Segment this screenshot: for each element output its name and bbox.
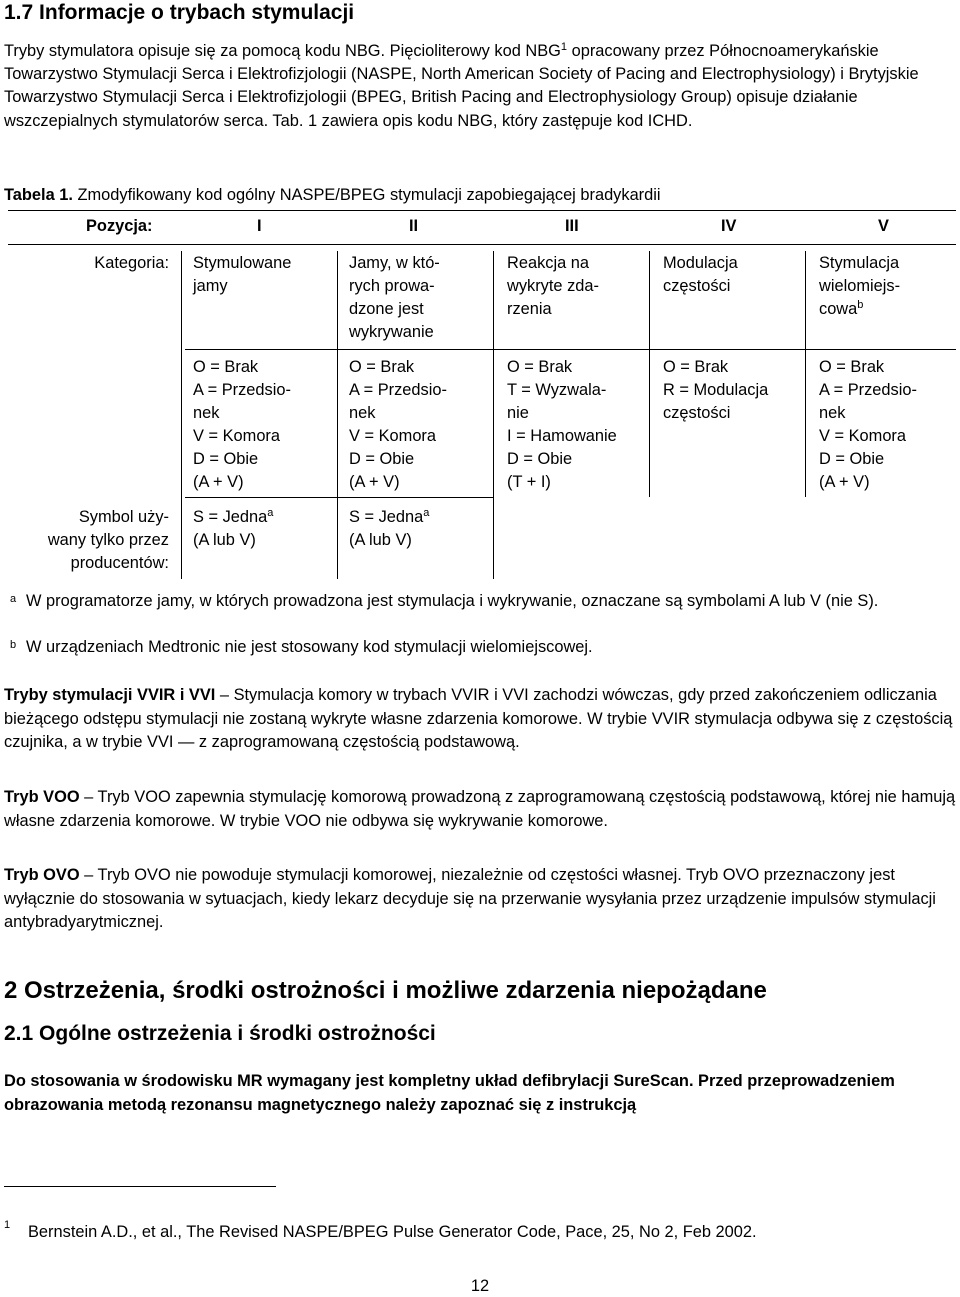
table-row-rule xyxy=(185,349,956,350)
row-label-manufacturer xyxy=(4,506,169,575)
cell-line: rych prowa- xyxy=(349,277,435,295)
cell-line: częstości xyxy=(663,277,731,295)
cell-line: O = Brak xyxy=(663,358,729,376)
manufacturer-cell-1 xyxy=(193,506,273,552)
code-cell-5 xyxy=(819,356,917,494)
cell-line: wykrywanie xyxy=(349,323,434,341)
footnote-mark: b xyxy=(10,639,17,651)
cell-line xyxy=(193,506,273,529)
table-vrule xyxy=(181,251,182,579)
section-title: 1.7 Informacje o trybach stymulacji xyxy=(4,1,355,24)
cell-line: Reakcja na xyxy=(507,254,590,272)
table-vrule xyxy=(805,251,806,497)
cell-line: (T + I) xyxy=(507,473,551,491)
cell-line: producentów: xyxy=(70,554,169,572)
intro-text-end: opracowany przez Północnoamerykańskie Towarzystwo Stymulacji Serca i Elektrofizjologii (NASPE, North American Society of Pacing and Electrophysiology) i Brytyjskie Towarzystwo Stymulacji Serca i Elektrofizjologii (BPEG, British Pacing and Electrophysiology Group) opisuje działanie wszczepialnych stymulatorów serca. Tab. 1 zawiera opis kodu NBG, który zastępuje kod ICHD. xyxy=(4,42,919,130)
footnote-text: W urządzeniach Medtronic nie jest stosowany kod stymulacji wielomiejscowej. xyxy=(26,638,593,656)
cell-text: S = Jedna xyxy=(193,508,268,526)
cell-line: D = Obie xyxy=(349,450,415,468)
cell-line: wykryte zda- xyxy=(507,277,599,295)
cell-line: T = Wyzwala- xyxy=(507,381,607,399)
paragraph-lead: Tryb VOO xyxy=(4,788,80,806)
category-cell-3 xyxy=(507,252,599,321)
cell-line: O = Brak xyxy=(507,358,573,376)
table-caption-text: Zmodyfikowany kod ogólny NASPE/BPEG stymulacji zapobiegającej bradykardii xyxy=(72,186,661,204)
cell-line: nie xyxy=(507,404,529,422)
cell-line: O = Brak xyxy=(349,358,415,376)
cell-line xyxy=(349,506,429,529)
paragraph-text: – Tryb VOO zapewnia stymulację komorową prowadzoną z zaprogramowaną częstością podstawową, której nie hamują własne zdarzenia komorowe. W trybie VOO nie odbywa się wykrywanie komorowe. xyxy=(4,788,956,830)
cell-line: dzone jest xyxy=(349,300,424,318)
cell-line: Jamy, w któ- xyxy=(349,254,440,272)
cell-line: R = Modulacja xyxy=(663,381,769,399)
code-cell-4 xyxy=(663,356,768,425)
cell-line: V = Komora xyxy=(349,427,437,445)
cell-line: rzenia xyxy=(507,300,552,318)
cell-line xyxy=(819,298,900,321)
table-header-rule xyxy=(8,244,956,245)
paragraph-lead: Tryb OVO xyxy=(4,866,80,884)
table-footnote-b xyxy=(4,636,956,659)
footnote-mark: 1 xyxy=(4,1219,11,1231)
cell-line: O = Brak xyxy=(819,358,885,376)
code-cell-3 xyxy=(507,356,617,494)
intro-paragraph xyxy=(4,40,956,133)
cell-line: D = Obie xyxy=(819,450,885,468)
cell-line: nek xyxy=(819,404,846,422)
cell-line: nek xyxy=(193,404,220,422)
cell-line: A = Przedsio- xyxy=(193,381,291,399)
cell-line: wany tylko przez xyxy=(47,531,169,549)
footnote-ref-1: 1 xyxy=(560,41,568,53)
table-caption xyxy=(4,186,661,205)
table-footnote-a xyxy=(4,590,956,613)
manufacturer-cell-2 xyxy=(349,506,429,552)
intro-text-start: Tryby stymulatora opisuje się za pomocą kodu NBG. Pięcioliterowy kod NBG xyxy=(4,42,561,60)
paragraph-text: – Stymulacja komory w trybach VVIR i VVI zachodzi wówczas, gdy przed zakończeniem odliczania bieżącego odstępu stymulacji nie zostaną wykryte własne zdarzenia komorowe. W trybie VVIR stymulacja odbywa się z częstością czujnika, a w trybie VVI — z zaprogramowaną częstością podstawową. xyxy=(4,686,953,751)
footnote-rule xyxy=(4,1186,276,1187)
cell-line: (A + V) xyxy=(819,473,870,491)
cell-line: (A + V) xyxy=(193,473,244,491)
cell-line: V = Komora xyxy=(819,427,907,445)
cell-text: S = Jedna xyxy=(349,508,424,526)
table-header-col-4: IV xyxy=(721,217,737,235)
table-vrule xyxy=(649,251,650,497)
cell-line: nek xyxy=(349,404,376,422)
category-cell-2 xyxy=(349,252,440,344)
table-header-col-3: III xyxy=(565,217,579,235)
cell-line: częstości xyxy=(663,404,731,422)
cell-line: (A + V) xyxy=(349,473,400,491)
table-header-col-1: I xyxy=(257,217,262,235)
paragraph-lead: Tryby stymulacji VVIR i VVI xyxy=(4,686,216,704)
cell-line: A = Przedsio- xyxy=(349,381,447,399)
category-cell-5 xyxy=(819,252,900,321)
table-header-col-5: V xyxy=(878,217,889,235)
reference-text: Bernstein A.D., et al., The Revised NASPE/BPEG Pulse Generator Code, Pace, 25, No 2, Feb 2002. xyxy=(28,1223,757,1241)
cell-line: wielomiejs- xyxy=(819,277,901,295)
cell-line: O = Brak xyxy=(193,358,259,376)
footnote-ref-a: a xyxy=(267,507,274,519)
footnote-mark: a xyxy=(10,593,17,605)
table-row-rule xyxy=(185,497,494,498)
cell-line: (A lub V) xyxy=(349,531,412,549)
warning-text: Do stosowania w środowisku MR wymagany jest kompletny układ defibrylacji SureScan. Przed przeprowadzeniem obrazowania metodą rezonansu magnetycznego należy zapoznać się z instrukcją xyxy=(4,1072,895,1114)
table-header-label: Pozycja: xyxy=(86,217,153,235)
paragraph-ovo xyxy=(4,864,956,935)
paragraph-voo xyxy=(4,786,956,833)
cell-line: Modulacja xyxy=(663,254,738,272)
section-2-1-title: 2.1 Ogólne ostrzeżenia i środki ostrożności xyxy=(4,1022,436,1045)
paragraph-vvir-vvi xyxy=(4,684,956,755)
footnote-ref-b: b xyxy=(857,299,864,311)
code-cell-1 xyxy=(193,356,291,494)
row-label-category: Kategoria: xyxy=(94,254,169,272)
cell-line: Symbol uży- xyxy=(78,508,169,526)
cell-line: (A lub V) xyxy=(193,531,256,549)
code-cell-2 xyxy=(349,356,447,494)
page-number: 12 xyxy=(470,1277,490,1295)
table-caption-label: Tabela 1. xyxy=(4,186,73,204)
reference-footnote xyxy=(4,1219,757,1242)
category-cell-4 xyxy=(663,252,738,298)
cell-line: Stymulowane xyxy=(193,254,292,272)
cell-line: jamy xyxy=(193,277,228,295)
table-vrule xyxy=(337,251,338,579)
table-top-rule xyxy=(8,210,956,211)
cell-text: cowa xyxy=(819,300,858,318)
cell-line: D = Obie xyxy=(193,450,259,468)
paragraph-text: – Tryb OVO nie powoduje stymulacji komorowej, niezależnie od częstości własnej. Tryb OVO przeznaczony jest wyłącznie do stosowania w sytuacjach, kiedy lekarz decyduje się na przerwanie wysyłania przez urządzenie impulsów stymulacji antybradyarytmicznej. xyxy=(4,866,936,931)
table-header-col-2: II xyxy=(409,217,419,235)
footnote-text: W programatorze jamy, w których prowadzona jest stymulacja i wykrywanie, oznaczane są symbolami A lub V (nie S). xyxy=(26,592,879,610)
cell-line: A = Przedsio- xyxy=(819,381,917,399)
cell-line: I = Hamowanie xyxy=(507,427,617,445)
cell-line: Stymulacja xyxy=(819,254,900,272)
footnote-ref-a: a xyxy=(423,507,430,519)
cell-line: D = Obie xyxy=(507,450,573,468)
table-vrule xyxy=(493,251,494,579)
category-cell-1 xyxy=(193,252,291,298)
cell-line: V = Komora xyxy=(193,427,281,445)
section-2-title: 2 Ostrzeżenia, środki ostrożności i możliwe zdarzenia niepożądane xyxy=(4,977,767,1004)
